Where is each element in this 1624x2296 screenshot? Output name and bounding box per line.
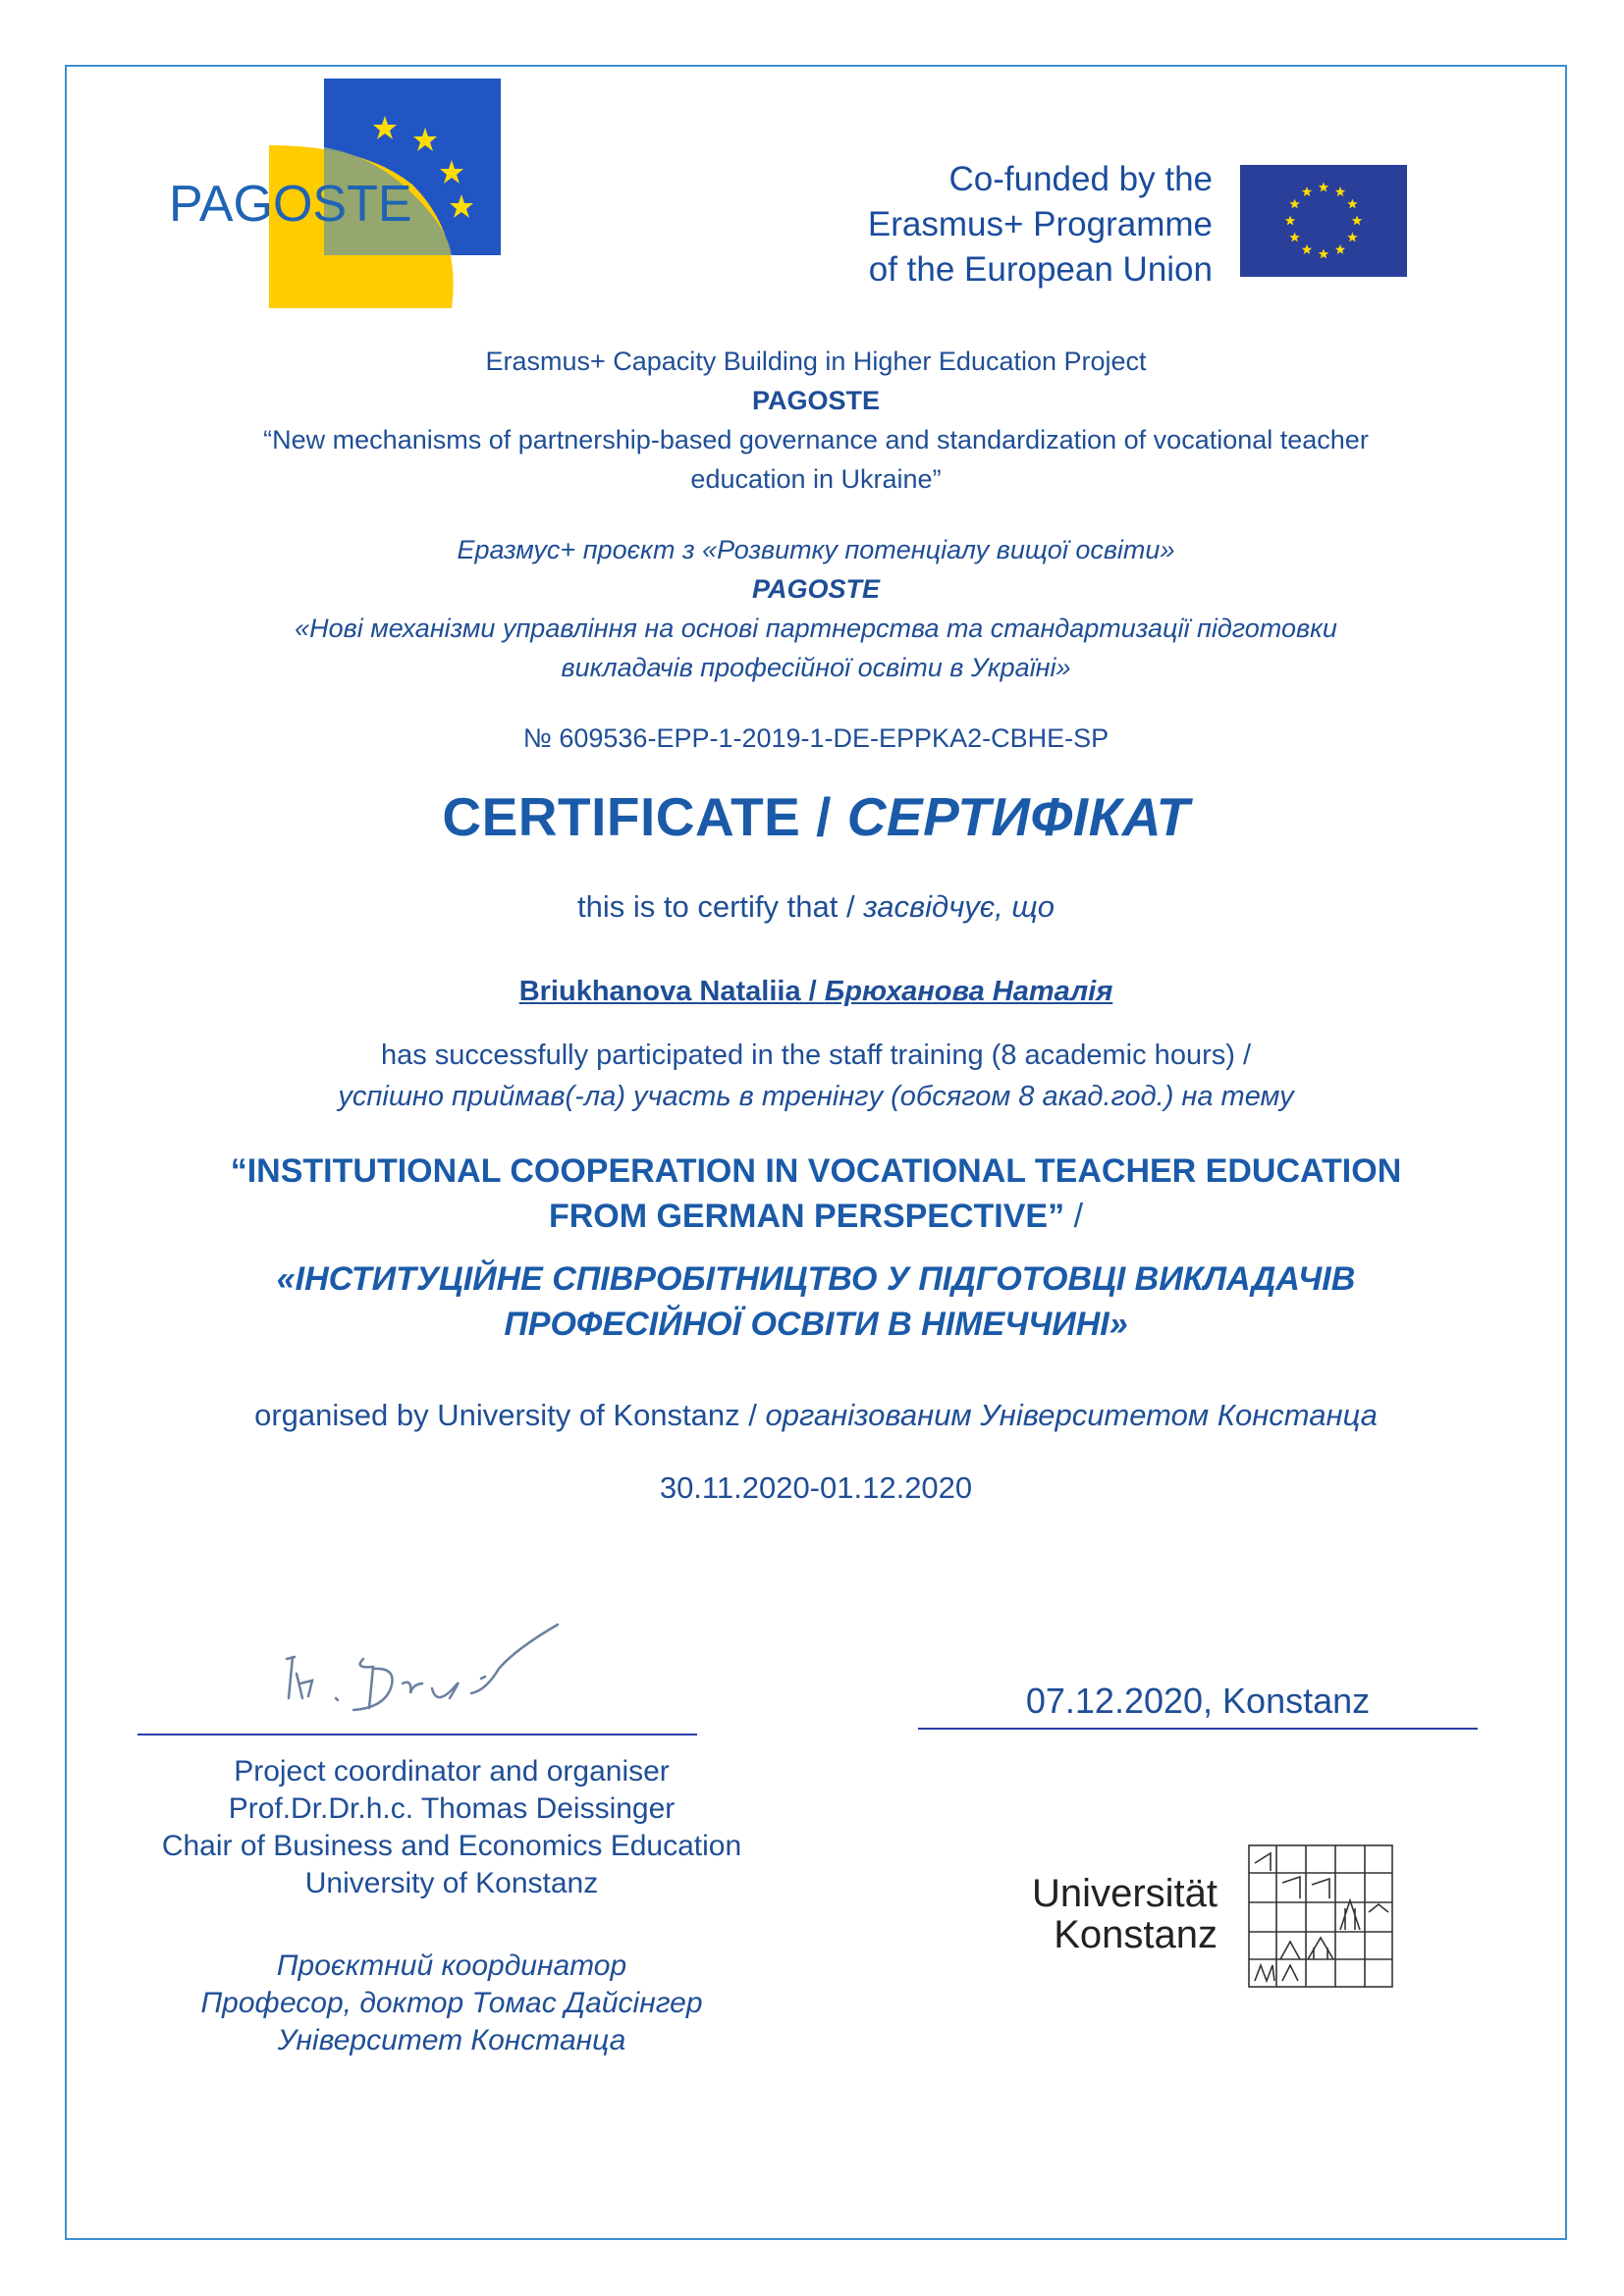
participation-block [65,1035,1567,1117]
organised-uk: організованим Університетом Констанца [765,1398,1378,1432]
issue-date-place: 07.12.2020, Konstanz [1025,1681,1371,1721]
coordinator-en-name: Prof.Dr.Dr.h.c. Thomas Deissinger [228,1792,676,1825]
certificate-title-en: CERTIFICATE / [442,786,847,847]
signature-line [137,1734,697,1735]
organised-en: organised by University of Konstanz / [254,1398,766,1432]
certify-line [65,889,1567,925]
participation-en: has successfully participated in the staff training (8 academic hours) / [380,1040,1251,1071]
eu-line-1: Co-funded by the [948,160,1213,198]
coordinator-uk-block [118,1948,785,2059]
coordinator-en-chair: Chair of Business and Economics Education [161,1830,742,1862]
topic-en-line-1: “INSTITUTIONAL COOPERATION IN VOCATIONAL TEACHER EDUCATION [230,1152,1402,1190]
handwritten-signature [275,1620,569,1728]
eu-flag-icon [1240,165,1407,277]
organised-line [65,1398,1567,1433]
coordinator-uk-name: Професор, доктор Томас Дайсінгер [200,1987,703,2019]
pagoste-logo-text: PAGOSTE [169,176,412,233]
coordinator-en-block [118,1753,785,1902]
topic-uk-line-2: ПРОФЕСІЙНОЇ ОСВІТИ В НІМЕЧЧИНІ» [504,1306,1128,1343]
project-uk-block [65,530,1567,687]
recipient-name [65,976,1567,1008]
project-uk-title-line-1: «Нові механізми управління на основі партнерства та стандартизації підготовки [295,614,1337,643]
project-uk-line: Еразмус+ проєкт з «Розвитку потенціалу вищої освіти» [457,535,1175,564]
project-en-name: PAGOSTE [751,386,881,415]
project-en-line: Erasmus+ Capacity Building in Higher Education Project [485,347,1147,376]
pagoste-logo [167,77,506,312]
topic-uk-line-1: «ІНСТИТУЦІЙНЕ СПІВРОБІТНИЦТВО У ПІДГОТОВЦІ ВИКЛАДАЧІВ [276,1260,1356,1298]
recipient-name-en: Briukhanova Nataliia / [518,976,825,1007]
project-en-title-line-2: education in Ukraine” [690,464,942,494]
project-en-title-line-1: “New mechanisms of partnership-based governance and standardization of vocational teacher [263,425,1369,454]
coordinator-uk-university: Університет Констанца [277,2024,626,2056]
coordinator-uk-role: Проєктний координатор [276,1949,627,1982]
project-uk-title-line-2: викладачів професійної освіти в Україні» [561,653,1071,682]
project-uk-name: PAGOSTE [751,574,881,604]
recipient-name-uk: Брюханова Наталія [824,976,1113,1007]
topic-en-slash: / [1064,1198,1084,1235]
project-en-block [65,342,1567,499]
participation-uk: успішно приймав(-ла) участь в тренінгу (обсягом 8 акад.год.) на тему [338,1081,1294,1112]
topic-uk-block [65,1256,1567,1347]
certify-en: this is to certify that / [577,889,864,924]
certify-uk: засвідчує, що [863,889,1055,924]
topic-en-block [65,1148,1567,1239]
date-place-line [918,1728,1478,1730]
university-konstanz-logo-text [1011,1873,1218,1955]
certificate-title-uk: СЕРТИФІКАТ [846,786,1190,847]
training-dates: 30.11.2020-01.12.2020 [659,1470,973,1505]
university-logo-line-1: Universität [1032,1872,1218,1915]
coordinator-en-role: Project coordinator and organiser [234,1755,670,1788]
university-logo-line-2: Konstanz [1054,1913,1218,1956]
project-number: № 609536-EPP-1-2019-1-DE-EPPKA2-CBHE-SP [522,723,1110,753]
coordinator-en-university: University of Konstanz [304,1867,599,1899]
eu-cofunded-text [795,157,1213,293]
topic-en-line-2: FROM GERMAN PERSPECTIVE” [548,1198,1065,1235]
eu-line-3: of the European Union [868,250,1213,289]
eu-line-2: Erasmus+ Programme [867,205,1213,243]
certificate-title [65,785,1567,848]
university-konstanz-emblem-icon [1247,1843,1394,1989]
